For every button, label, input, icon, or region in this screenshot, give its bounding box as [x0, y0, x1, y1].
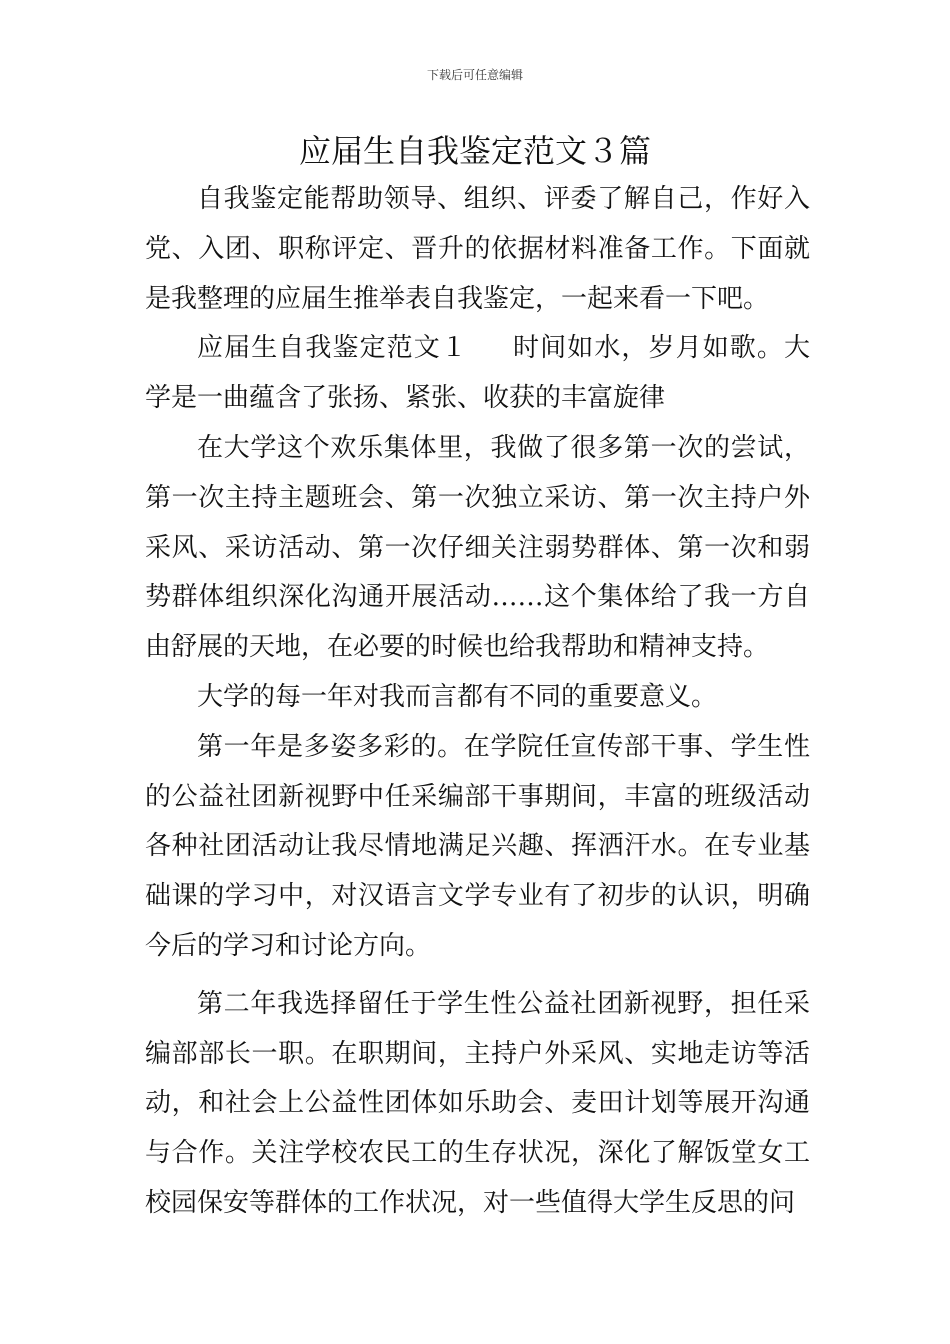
sample-1-opening: 时间如水，岁月如歌。大学是一曲蕴含了张扬、紧张、收获的丰富旋律 [145, 333, 810, 414]
sample-heading: 应届生自我鉴定范文１ [197, 333, 468, 364]
paragraph-first-year: 第一年是多姿多彩的。在学院任宣传部干事、学生性的公益社团新视野中任采编部干事期间，丰富的班级活动各种社团活动让我尽情地满足兴趣、挥洒汗水。在专业基础课的学习中，对汉语言文学专业有了初步的认识，明确今后的学习和讨论方向。 [145, 731, 810, 961]
paragraph-second-year: 第二年我选择留任于学生性公益社团新视野，担任采编部部长一职。在职期间，主持户外采风、实地走访等活动，和社会上公益性团体如乐助会、麦田计划等展开沟通与合作。关注学校农民工的生存状况，深化了解饭堂女工校园保安等群体的工作状况，对一些值得大学生反思的问 [145, 988, 810, 1218]
document-body [145, 175, 810, 1229]
paragraph-sample-1 [145, 324, 810, 424]
document-title: 应届生自我鉴定范文３篇 [298, 132, 651, 170]
paragraph-intro: 自我鉴定能帮助领导、组织、评委了解自己，作好入党、入团、职称评定、晋升的依据材料准备工作。下面就是我整理的应届生推举表自我鉴定，一起来看一下吧。 [145, 184, 810, 314]
paragraph-each-year: 大学的每一年对我而言都有不同的重要意义。 [197, 681, 718, 712]
header-note: 下载后可任意编辑 [426, 68, 523, 82]
paragraph-first-attempts: 在大学这个欢乐集体里，我做了很多第一次的尝试，第一次主持主题班会、第一次独立采访、第一次主持户外采风、采访活动、第一次仔细关注弱势群体、第一次和弱势群体组织深化沟通开展活动……这个集体给了我一方自由舒展的天地，在必要的时候也给我帮助和精神支持。 [145, 432, 810, 663]
